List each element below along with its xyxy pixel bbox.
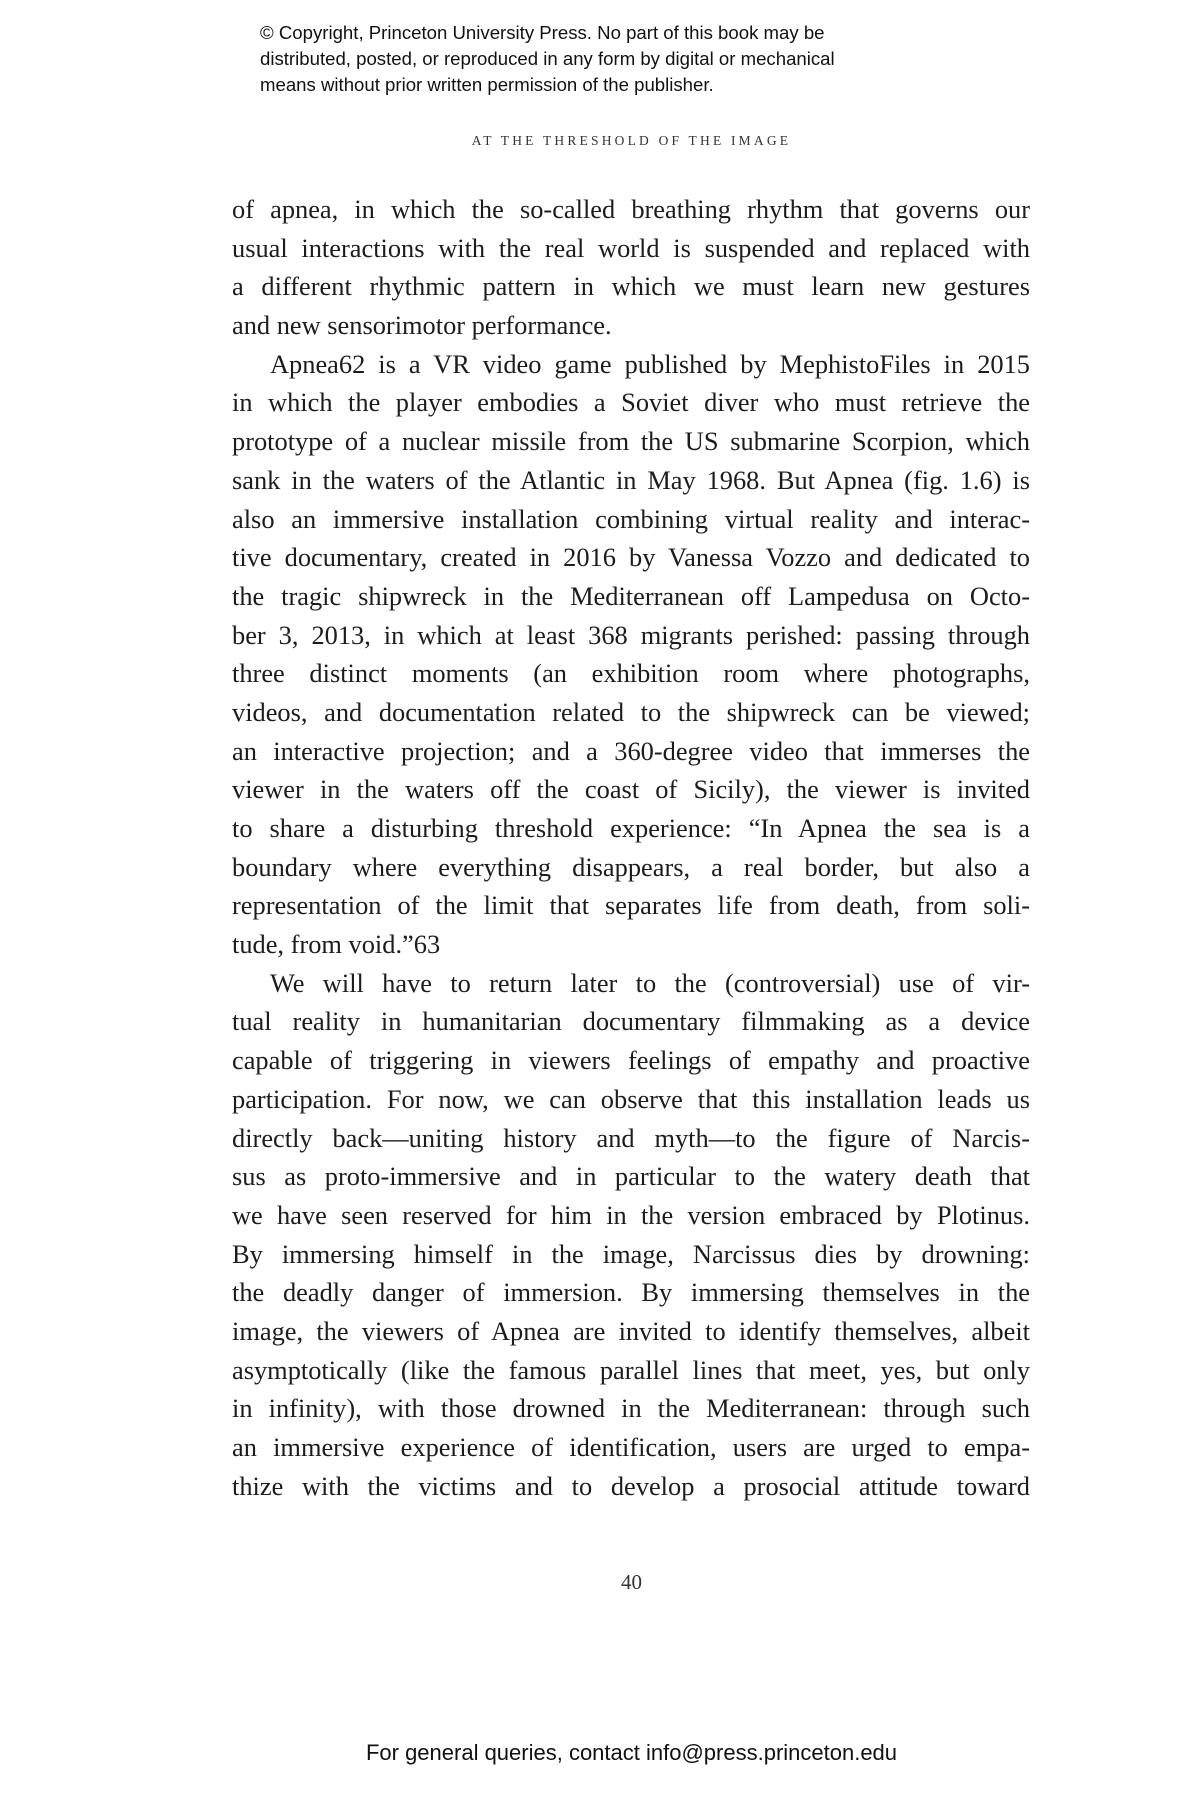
page-number: 40	[621, 1570, 642, 1594]
text-line: and new sensorimotor performance.	[232, 310, 612, 341]
text-line: prototype of a nuclear missile from the US submarine Scorpion, which	[232, 426, 1030, 457]
text-line: videos, and documentation related to the shipwreck can be viewed;	[232, 696, 1030, 727]
text-line: the tragic shipwreck in the Mediterranean off Lampedusa on Octo-	[232, 580, 1030, 611]
text-line: tude, from void.”63	[232, 929, 441, 960]
text-line: sus as proto-immersive and in particular to the watery death that	[232, 1161, 1030, 1192]
text-line: ber 3, 2013, in which at least 368 migrants perished: passing through	[232, 619, 1030, 650]
body-text	[232, 190, 1030, 1505]
text-line: an interactive projection; and a 360-degree video that immerses the	[232, 735, 1030, 766]
text-line: boundary where everything disappears, a real border, but also a	[232, 851, 1030, 882]
text-line: sank in the waters of the Atlantic in May 1968. But Apnea (fig. 1.6) is	[232, 464, 1030, 495]
text-line: We will have to return later to the (controversial) use of vir-	[270, 967, 1030, 998]
text-line: viewer in the waters off the coast of Sicily), the viewer is invited	[232, 774, 1030, 805]
text-line: tual reality in humanitarian documentary filmmaking as a device	[232, 1006, 1030, 1037]
text-line: asymptotically (like the famous parallel lines that meet, yes, but only	[232, 1354, 1030, 1385]
contact-footer: For general queries, contact info@press.princeton.edu	[365, 1740, 898, 1765]
text-line: in which the player embodies a Soviet diver who must retrieve the	[232, 387, 1030, 418]
text-line: in infinity), with those drowned in the Mediterranean: through such	[232, 1393, 1030, 1424]
text-line: also an immersive installation combining virtual reality and interac-	[232, 503, 1030, 534]
text-line: thize with the victims and to develop a prosocial attitude toward	[232, 1470, 1030, 1501]
text-line: to share a disturbing threshold experience: “In Apnea the sea is a	[232, 813, 1030, 843]
copyright-line: distributed, posted, or reproduced in any form by digital or mechanical	[260, 48, 835, 69]
text-line: three distinct moments (an exhibition room where photographs,	[232, 658, 1030, 689]
copyright-notice	[260, 20, 980, 98]
text-line: tive documentary, created in 2016 by Vanessa Vozzo and dedicated to	[232, 542, 1030, 573]
text-line: participation. For now, we can observe that this installation leads us	[232, 1083, 1030, 1114]
text-line: By immersing himself in the image, Narcissus dies by drowning:	[232, 1238, 1030, 1269]
text-line: directly back—uniting history and myth—to the figure of Narcis-	[232, 1122, 1030, 1153]
text-line: capable of triggering in viewers feelings of empathy and proactive	[232, 1045, 1030, 1076]
text-line: a different rhythmic pattern in which we must learn new gestures	[232, 271, 1030, 302]
copyright-line: © Copyright, Princeton University Press. No part of this book may be	[260, 22, 825, 43]
copyright-line: means without prior written permission of the publisher.	[260, 74, 714, 95]
running-head: AT THE THRESHOLD OF THE IMAGE	[471, 133, 792, 148]
text-line: representation of the limit that separates life from death, from soli-	[232, 890, 1030, 921]
text-line: image, the viewers of Apnea are invited to identify themselves, albeit	[232, 1315, 1030, 1346]
text-line: an immersive experience of identification, users are urged to empa-	[232, 1432, 1030, 1462]
text-line: Apnea62 is a VR video game published by MephistoFiles in 2015	[270, 348, 1030, 379]
text-line: usual interactions with the real world is suspended and replaced with	[232, 232, 1030, 263]
text-line: the deadly danger of immersion. By immersing themselves in the	[232, 1277, 1030, 1308]
text-line: of apnea, in which the so-called breathing rhythm that governs our	[232, 194, 1030, 224]
text-line: we have seen reserved for him in the version embraced by Plotinus.	[232, 1199, 1030, 1230]
